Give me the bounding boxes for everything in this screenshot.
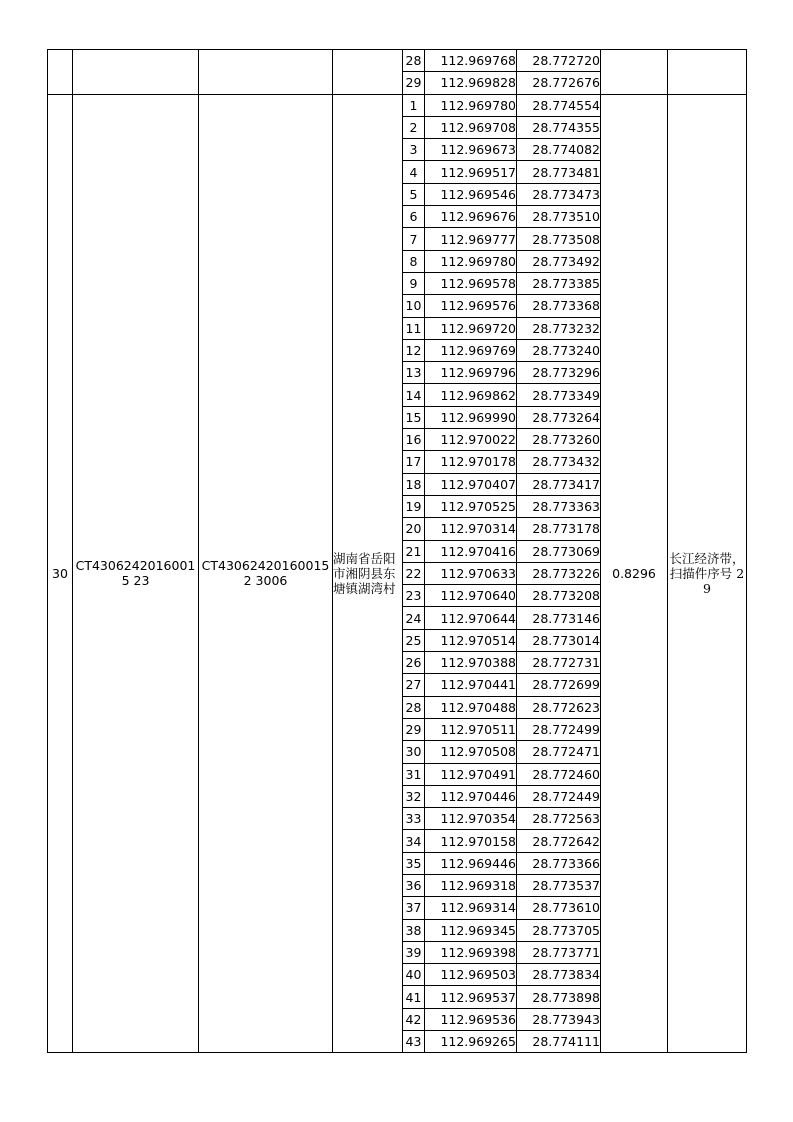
record-note: 长江经济带，扫描件序号 29 — [668, 94, 747, 1053]
latitude-cell: 28.773492 — [517, 250, 601, 272]
longitude-cell: 112.969314 — [425, 897, 517, 919]
latitude-cell: 28.773240 — [517, 339, 601, 361]
point-number: 43 — [403, 1031, 425, 1053]
point-number: 39 — [403, 941, 425, 963]
point-number: 36 — [403, 874, 425, 896]
point-number: 10 — [403, 295, 425, 317]
longitude-cell: 112.969345 — [425, 919, 517, 941]
point-number: 20 — [403, 518, 425, 540]
latitude-cell: 28.773014 — [517, 629, 601, 651]
longitude-cell: 112.970525 — [425, 495, 517, 517]
latitude-cell: 28.773898 — [517, 986, 601, 1008]
point-number: 32 — [403, 785, 425, 807]
latitude-cell: 28.772460 — [517, 763, 601, 785]
latitude-cell: 28.773473 — [517, 183, 601, 205]
record-location: 湖南省岳阳市湘阴县东塘镇湖湾村 — [333, 94, 403, 1053]
point-number: 15 — [403, 406, 425, 428]
longitude-cell: 112.970508 — [425, 741, 517, 763]
point-number: 40 — [403, 964, 425, 986]
point-number: 22 — [403, 562, 425, 584]
longitude-cell: 112.969446 — [425, 852, 517, 874]
longitude-cell: 112.969828 — [425, 72, 517, 94]
longitude-cell: 112.970514 — [425, 629, 517, 651]
latitude-cell: 28.773368 — [517, 295, 601, 317]
prev-note-cell — [668, 50, 747, 95]
longitude-cell: 112.969536 — [425, 1008, 517, 1030]
point-number: 34 — [403, 830, 425, 852]
point-number: 25 — [403, 629, 425, 651]
point-number: 14 — [403, 384, 425, 406]
latitude-cell: 28.772471 — [517, 741, 601, 763]
longitude-cell: 112.970314 — [425, 518, 517, 540]
latitude-cell: 28.772623 — [517, 696, 601, 718]
longitude-cell: 112.970441 — [425, 674, 517, 696]
latitude-cell: 28.773208 — [517, 585, 601, 607]
point-number: 33 — [403, 808, 425, 830]
longitude-cell: 112.970178 — [425, 451, 517, 473]
point-number: 18 — [403, 473, 425, 495]
latitude-cell: 28.773510 — [517, 206, 601, 228]
point-number: 24 — [403, 607, 425, 629]
point-number: 26 — [403, 652, 425, 674]
longitude-cell: 112.969676 — [425, 206, 517, 228]
latitude-cell: 28.772563 — [517, 808, 601, 830]
longitude-cell: 112.970491 — [425, 763, 517, 785]
longitude-cell: 112.970416 — [425, 540, 517, 562]
latitude-cell: 28.773264 — [517, 406, 601, 428]
longitude-cell: 112.969318 — [425, 874, 517, 896]
longitude-cell: 112.970511 — [425, 718, 517, 740]
point-number: 11 — [403, 317, 425, 339]
point-number: 38 — [403, 919, 425, 941]
point-number: 13 — [403, 362, 425, 384]
point-number: 29 — [403, 72, 425, 94]
point-number: 12 — [403, 339, 425, 361]
latitude-cell: 28.772731 — [517, 652, 601, 674]
latitude-cell: 28.772676 — [517, 72, 601, 94]
latitude-cell: 28.773260 — [517, 429, 601, 451]
point-number: 28 — [403, 696, 425, 718]
point-number: 6 — [403, 206, 425, 228]
point-number: 16 — [403, 429, 425, 451]
record-area: 0.8296 — [601, 94, 668, 1053]
latitude-cell: 28.773385 — [517, 272, 601, 294]
record-code1: CT43062420160015 23 — [73, 94, 199, 1053]
latitude-cell: 28.772499 — [517, 718, 601, 740]
longitude-cell: 112.969517 — [425, 161, 517, 183]
longitude-cell: 112.970488 — [425, 696, 517, 718]
latitude-cell: 28.773432 — [517, 451, 601, 473]
prev-area-cell — [601, 50, 668, 95]
point-number: 28 — [403, 50, 425, 72]
longitude-cell: 112.969780 — [425, 94, 517, 116]
point-number: 1 — [403, 94, 425, 116]
table-row — [48, 94, 747, 116]
latitude-cell: 28.773610 — [517, 897, 601, 919]
point-number: 27 — [403, 674, 425, 696]
longitude-cell: 112.969578 — [425, 272, 517, 294]
longitude-cell: 112.970354 — [425, 808, 517, 830]
latitude-cell: 28.774111 — [517, 1031, 601, 1053]
longitude-cell: 112.969398 — [425, 941, 517, 963]
longitude-cell: 112.969768 — [425, 50, 517, 72]
longitude-cell: 112.969576 — [425, 295, 517, 317]
point-number: 35 — [403, 852, 425, 874]
longitude-cell: 112.970407 — [425, 473, 517, 495]
point-number: 4 — [403, 161, 425, 183]
record-code2: CT430624201600152 3006 — [199, 94, 333, 1053]
point-number: 3 — [403, 139, 425, 161]
longitude-cell: 112.969780 — [425, 250, 517, 272]
longitude-cell: 112.969862 — [425, 384, 517, 406]
longitude-cell: 112.970446 — [425, 785, 517, 807]
longitude-cell: 112.969990 — [425, 406, 517, 428]
record-seq: 30 — [48, 94, 73, 1053]
latitude-cell: 28.773771 — [517, 941, 601, 963]
point-number: 30 — [403, 741, 425, 763]
point-number: 42 — [403, 1008, 425, 1030]
longitude-cell: 112.969673 — [425, 139, 517, 161]
point-number: 8 — [403, 250, 425, 272]
latitude-cell: 28.773481 — [517, 161, 601, 183]
latitude-cell: 28.773349 — [517, 384, 601, 406]
coordinate-table — [47, 49, 747, 1053]
point-number: 37 — [403, 897, 425, 919]
latitude-cell: 28.774355 — [517, 116, 601, 138]
longitude-cell: 112.970158 — [425, 830, 517, 852]
longitude-cell: 112.969546 — [425, 183, 517, 205]
longitude-cell: 112.970640 — [425, 585, 517, 607]
longitude-cell: 112.969796 — [425, 362, 517, 384]
latitude-cell: 28.773226 — [517, 562, 601, 584]
point-number: 21 — [403, 540, 425, 562]
latitude-cell: 28.772642 — [517, 830, 601, 852]
point-number: 5 — [403, 183, 425, 205]
latitude-cell: 28.773508 — [517, 228, 601, 250]
point-number: 9 — [403, 272, 425, 294]
prev-code2-cell — [199, 50, 333, 95]
point-number: 23 — [403, 585, 425, 607]
longitude-cell: 112.969537 — [425, 986, 517, 1008]
longitude-cell: 112.970644 — [425, 607, 517, 629]
latitude-cell: 28.773363 — [517, 495, 601, 517]
longitude-cell: 112.969777 — [425, 228, 517, 250]
latitude-cell: 28.773069 — [517, 540, 601, 562]
longitude-cell: 112.970633 — [425, 562, 517, 584]
latitude-cell: 28.773834 — [517, 964, 601, 986]
latitude-cell: 28.773537 — [517, 874, 601, 896]
latitude-cell: 28.772449 — [517, 785, 601, 807]
point-number: 31 — [403, 763, 425, 785]
prev-location-cell — [333, 50, 403, 95]
latitude-cell: 28.773705 — [517, 919, 601, 941]
longitude-cell: 112.969769 — [425, 339, 517, 361]
latitude-cell: 28.773232 — [517, 317, 601, 339]
point-number: 29 — [403, 718, 425, 740]
prev-seq-cell — [48, 50, 73, 95]
longitude-cell: 112.970022 — [425, 429, 517, 451]
point-number: 7 — [403, 228, 425, 250]
point-number: 17 — [403, 451, 425, 473]
longitude-cell: 112.969720 — [425, 317, 517, 339]
longitude-cell: 112.969708 — [425, 116, 517, 138]
latitude-cell: 28.774554 — [517, 94, 601, 116]
latitude-cell: 28.773146 — [517, 607, 601, 629]
latitude-cell: 28.773417 — [517, 473, 601, 495]
latitude-cell: 28.773943 — [517, 1008, 601, 1030]
longitude-cell: 112.969503 — [425, 964, 517, 986]
point-number: 41 — [403, 986, 425, 1008]
latitude-cell: 28.773296 — [517, 362, 601, 384]
latitude-cell: 28.773366 — [517, 852, 601, 874]
point-number: 19 — [403, 495, 425, 517]
prev-code1-cell — [73, 50, 199, 95]
longitude-cell: 112.970388 — [425, 652, 517, 674]
latitude-cell: 28.774082 — [517, 139, 601, 161]
latitude-cell: 28.772699 — [517, 674, 601, 696]
longitude-cell: 112.969265 — [425, 1031, 517, 1053]
latitude-cell: 28.772720 — [517, 50, 601, 72]
point-number: 2 — [403, 116, 425, 138]
table-row — [48, 50, 747, 72]
latitude-cell: 28.773178 — [517, 518, 601, 540]
